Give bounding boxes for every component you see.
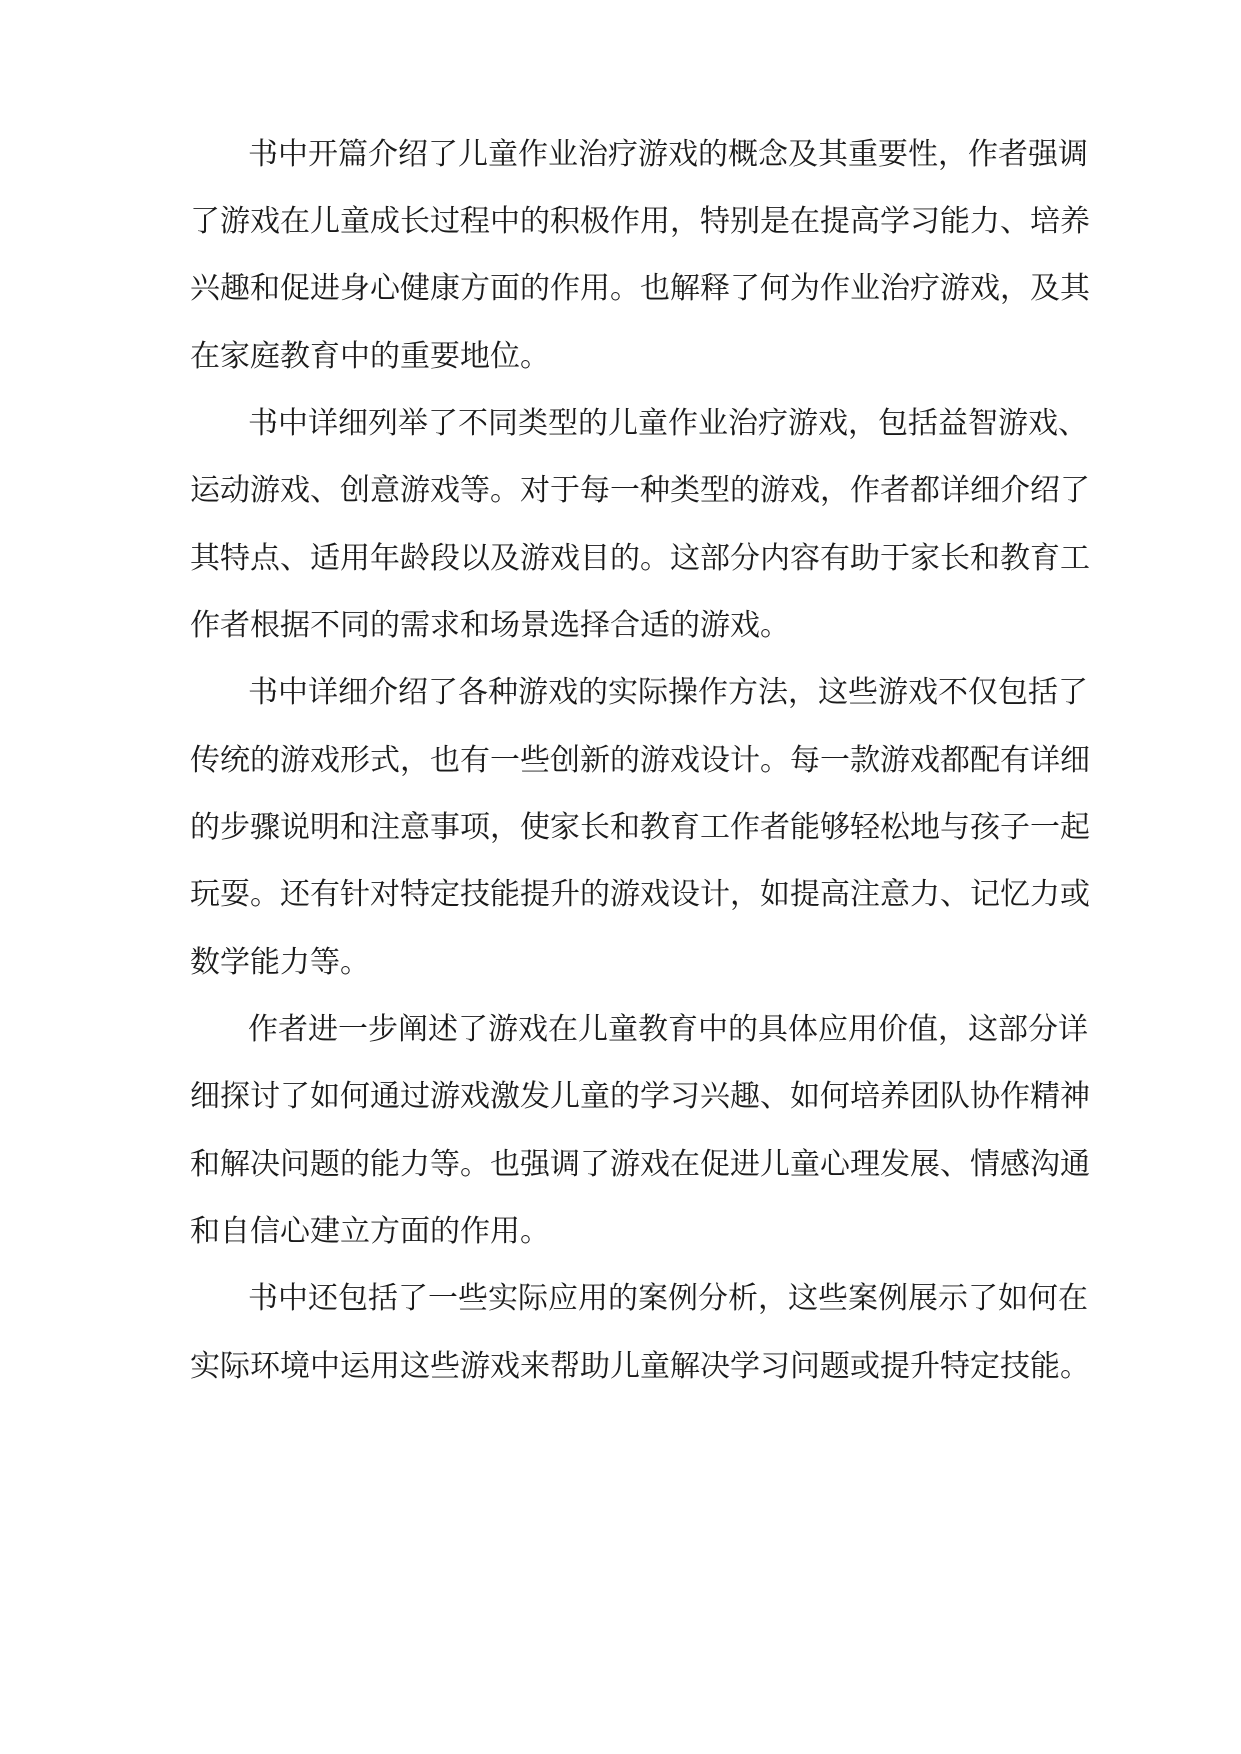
paragraph-1-line-1: 书中开篇介绍了儿童作业治疗游戏的概念及其重要性，作者强调	[248, 137, 1088, 172]
paragraph-4-line-2: 细探讨了如何通过游戏激发儿童的学习兴趣、如何培养团队协作精神	[190, 1079, 1090, 1114]
paragraph-5-line-1: 书中还包括了一些实际应用的案例分析，这些案例展示了如何在	[248, 1281, 1088, 1316]
paragraph-1-line-2: 了游戏在儿童成长过程中的积极作用，特别是在提高学习能力、培养	[190, 204, 1090, 239]
paragraph-1-line-4: 在家庭教育中的重要地位。	[190, 339, 550, 374]
paragraph-2-line-2: 运动游戏、创意游戏等。对于每一种类型的游戏，作者都详细介绍了	[190, 473, 1090, 508]
paragraph-4-line-4: 和自信心建立方面的作用。	[190, 1214, 550, 1249]
paragraph-3-line-1: 书中详细介绍了各种游戏的实际操作方法，这些游戏不仅包括了	[248, 675, 1088, 710]
paragraph-3-line-4: 玩耍。还有针对特定技能提升的游戏设计，如提高注意力、记忆力或	[190, 877, 1090, 912]
paragraph-2-line-3: 其特点、适用年龄段以及游戏目的。这部分内容有助于家长和教育工	[190, 541, 1090, 576]
paragraph-3-line-5: 数学能力等。	[190, 945, 370, 980]
paragraph-3-line-3: 的步骤说明和注意事项，使家长和教育工作者能够轻松地与孩子一起	[190, 810, 1090, 845]
paragraph-4-line-1: 作者进一步阐述了游戏在儿童教育中的具体应用价值，这部分详	[248, 1012, 1088, 1047]
paragraph-3-line-2: 传统的游戏形式，也有一些创新的游戏设计。每一款游戏都配有详细	[190, 743, 1090, 778]
paragraph-1-line-3: 兴趣和促进身心健康方面的作用。也解释了何为作业治疗游戏，及其	[190, 271, 1090, 306]
paragraph-5-line-2: 实际环境中运用这些游戏来帮助儿童解决学习问题或提升特定技能。	[190, 1349, 1090, 1384]
paragraph-2-line-1: 书中详细列举了不同类型的儿童作业治疗游戏，包括益智游戏、	[248, 406, 1088, 441]
paragraph-2-line-4: 作者根据不同的需求和场景选择合适的游戏。	[190, 608, 790, 643]
paragraph-4-line-3: 和解决问题的能力等。也强调了游戏在促进儿童心理发展、情感沟通	[190, 1147, 1090, 1182]
